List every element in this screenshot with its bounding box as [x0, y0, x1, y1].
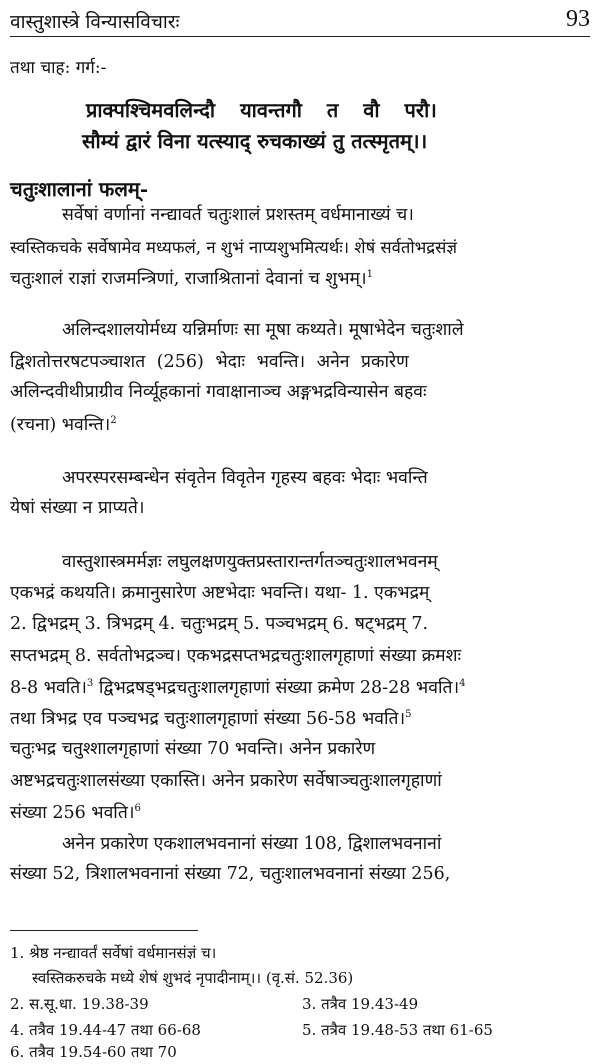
footnote-1: 1. श्रेष्ठ नन्द्यावर्तं सर्वेषां वर्धमानसंज्ञं च।: [10, 944, 217, 962]
text-line: सर्वेषां वर्णानां नन्द्यावर्त चतुःशालं प्रशस्तम् वर्धमानाख्यं च।: [62, 205, 414, 225]
intro-line: तथा चाह: गर्ग:-: [10, 58, 107, 78]
text-line: तथा त्रिभद्र एव पञ्चभद्र चतुःशालगृहाणां संख्या 56-58 भवति।$^5$: [10, 708, 412, 729]
text-line: अनेन प्रकारेण एकशालभवनानां संख्या 108, द्विशालभवनानां: [62, 834, 442, 854]
text-line: 2. द्विभद्रम् 3. त्रिभद्रम् 4. चतुःभद्रम् 5. पञ्चभद्रम् 6. षट्भद्रम् 7.: [10, 614, 429, 634]
footnote-ref: 5: [405, 709, 412, 720]
footnote-5: 5. तत्रैव 19.48-53 तथा 61-65: [302, 1021, 493, 1039]
footnote-2: 2. स.सू.धा. 19.38-39: [10, 995, 149, 1013]
text-line: चतुःशालं राज्ञां राजमन्त्रिणां, राजाश्रितानां देवानां च शुभम्।$^1$: [10, 268, 373, 289]
page-number: 93: [566, 6, 590, 32]
text-line: संख्या 52, त्रिशालभवनानां संख्या 72, चतुःशालभवनानां संख्या 256,: [10, 864, 451, 884]
footnote-6: 6. तत्रैव 19.54-60 तथा 70: [10, 1043, 177, 1061]
text-line: अपरस्परसम्बन्धेन संवृतेन विवृतेन गृहस्य बहवः भेदाः भवन्ति: [62, 468, 428, 488]
text-line: अलिन्दशालयोर्मध्य यन्निर्माणः सा मूषा कथ्यते। मूषाभेदेन चतुःशाले: [62, 320, 464, 340]
verse-line-2: सौम्यं द्वारं विना यत्स्याद् रुचकाख्यं तु तत्स्मृतम्।।: [82, 129, 428, 153]
text-line: एकभद्रं कथयति। क्रमानुसारेण अष्टभेदाः भवन्ति। यथा- 1. एकभद्रम्: [10, 583, 430, 603]
text-line: वास्तुशास्त्रमर्मज्ञः लघुलक्षणयुक्तप्रस्तारान्तर्गतञ्चतुःशालभवनम्: [62, 552, 438, 572]
footnote-ref: 1: [366, 269, 373, 280]
text-line: सप्तभद्रम् 8. सर्वतोभद्रञ्च। एकभद्रसप्तभद्रचतुःशालगृहाणां संख्या क्रमशः: [10, 646, 462, 666]
footnote-rule: [10, 930, 198, 931]
footnote-ref: 6: [134, 803, 141, 814]
footnote-1-continued: स्वस्तिकरुचके मध्ये शेषं शुभदं नृपादीनाम्।। (वृ.सं. 52.36): [32, 969, 354, 987]
running-header: [10, 8, 590, 37]
footnote-ref: 3: [86, 678, 94, 689]
section-heading: चतुःशालानां फलम्-: [10, 177, 149, 201]
footnote-ref: 2: [110, 415, 117, 426]
footnote-4: 4. तत्रैव 19.44-47 तथा 66-68: [10, 1021, 201, 1039]
text-line: अलिन्दवीथीप्राग्रीव निर्व्यूहकानां गवाक्षानाञ्च अङ्गभद्रविन्यासेन बहवः: [10, 382, 427, 402]
text-line: स्वस्तिकचके सर्वेषामेव मध्यफलं, न शुभं नाप्यशुभमित्यर्थः। शेषं सर्वतोभद्रसंज्ञं: [10, 238, 457, 257]
text-line: संख्या 256 भवति।$^6$: [10, 802, 141, 823]
text-line: येषां संख्या न प्राप्यते।: [10, 498, 145, 518]
text-line: 8-8 भवति।$^3$ द्विभद्रषड्भद्रचतुःशालगृहाणां संख्या क्रमेण 28-28 भवति।$^4$: [10, 677, 466, 698]
text-line: (रचना) भवन्ति।$^2$: [10, 414, 117, 435]
text-line: चतुःभद्र चतुश्शालगृहाणां संख्या 70 भवन्ति। अनेन प्रकारेण: [10, 739, 376, 759]
text-line: द्विशतोत्तरषटपञ्चाशत (256) भेदाः भवन्ति। अनेन प्रकारेण: [10, 352, 409, 372]
verse-line-1: प्राक्पश्चिमवलिन्दौ यावन्तगौ त वौ परौ।: [86, 98, 437, 122]
footnote-3: 3. तत्रैव 19.43-49: [302, 995, 419, 1013]
text-line: अष्टभद्रचतुःशालसंख्या एकास्ति। अनेन प्रकारेण सर्वेषाञ्चतुःशालगृहाणां: [10, 771, 442, 791]
running-header-title: वास्तुशास्त्रे विन्यासविचारः: [10, 11, 180, 33]
footnote-ref: 4: [459, 678, 466, 689]
